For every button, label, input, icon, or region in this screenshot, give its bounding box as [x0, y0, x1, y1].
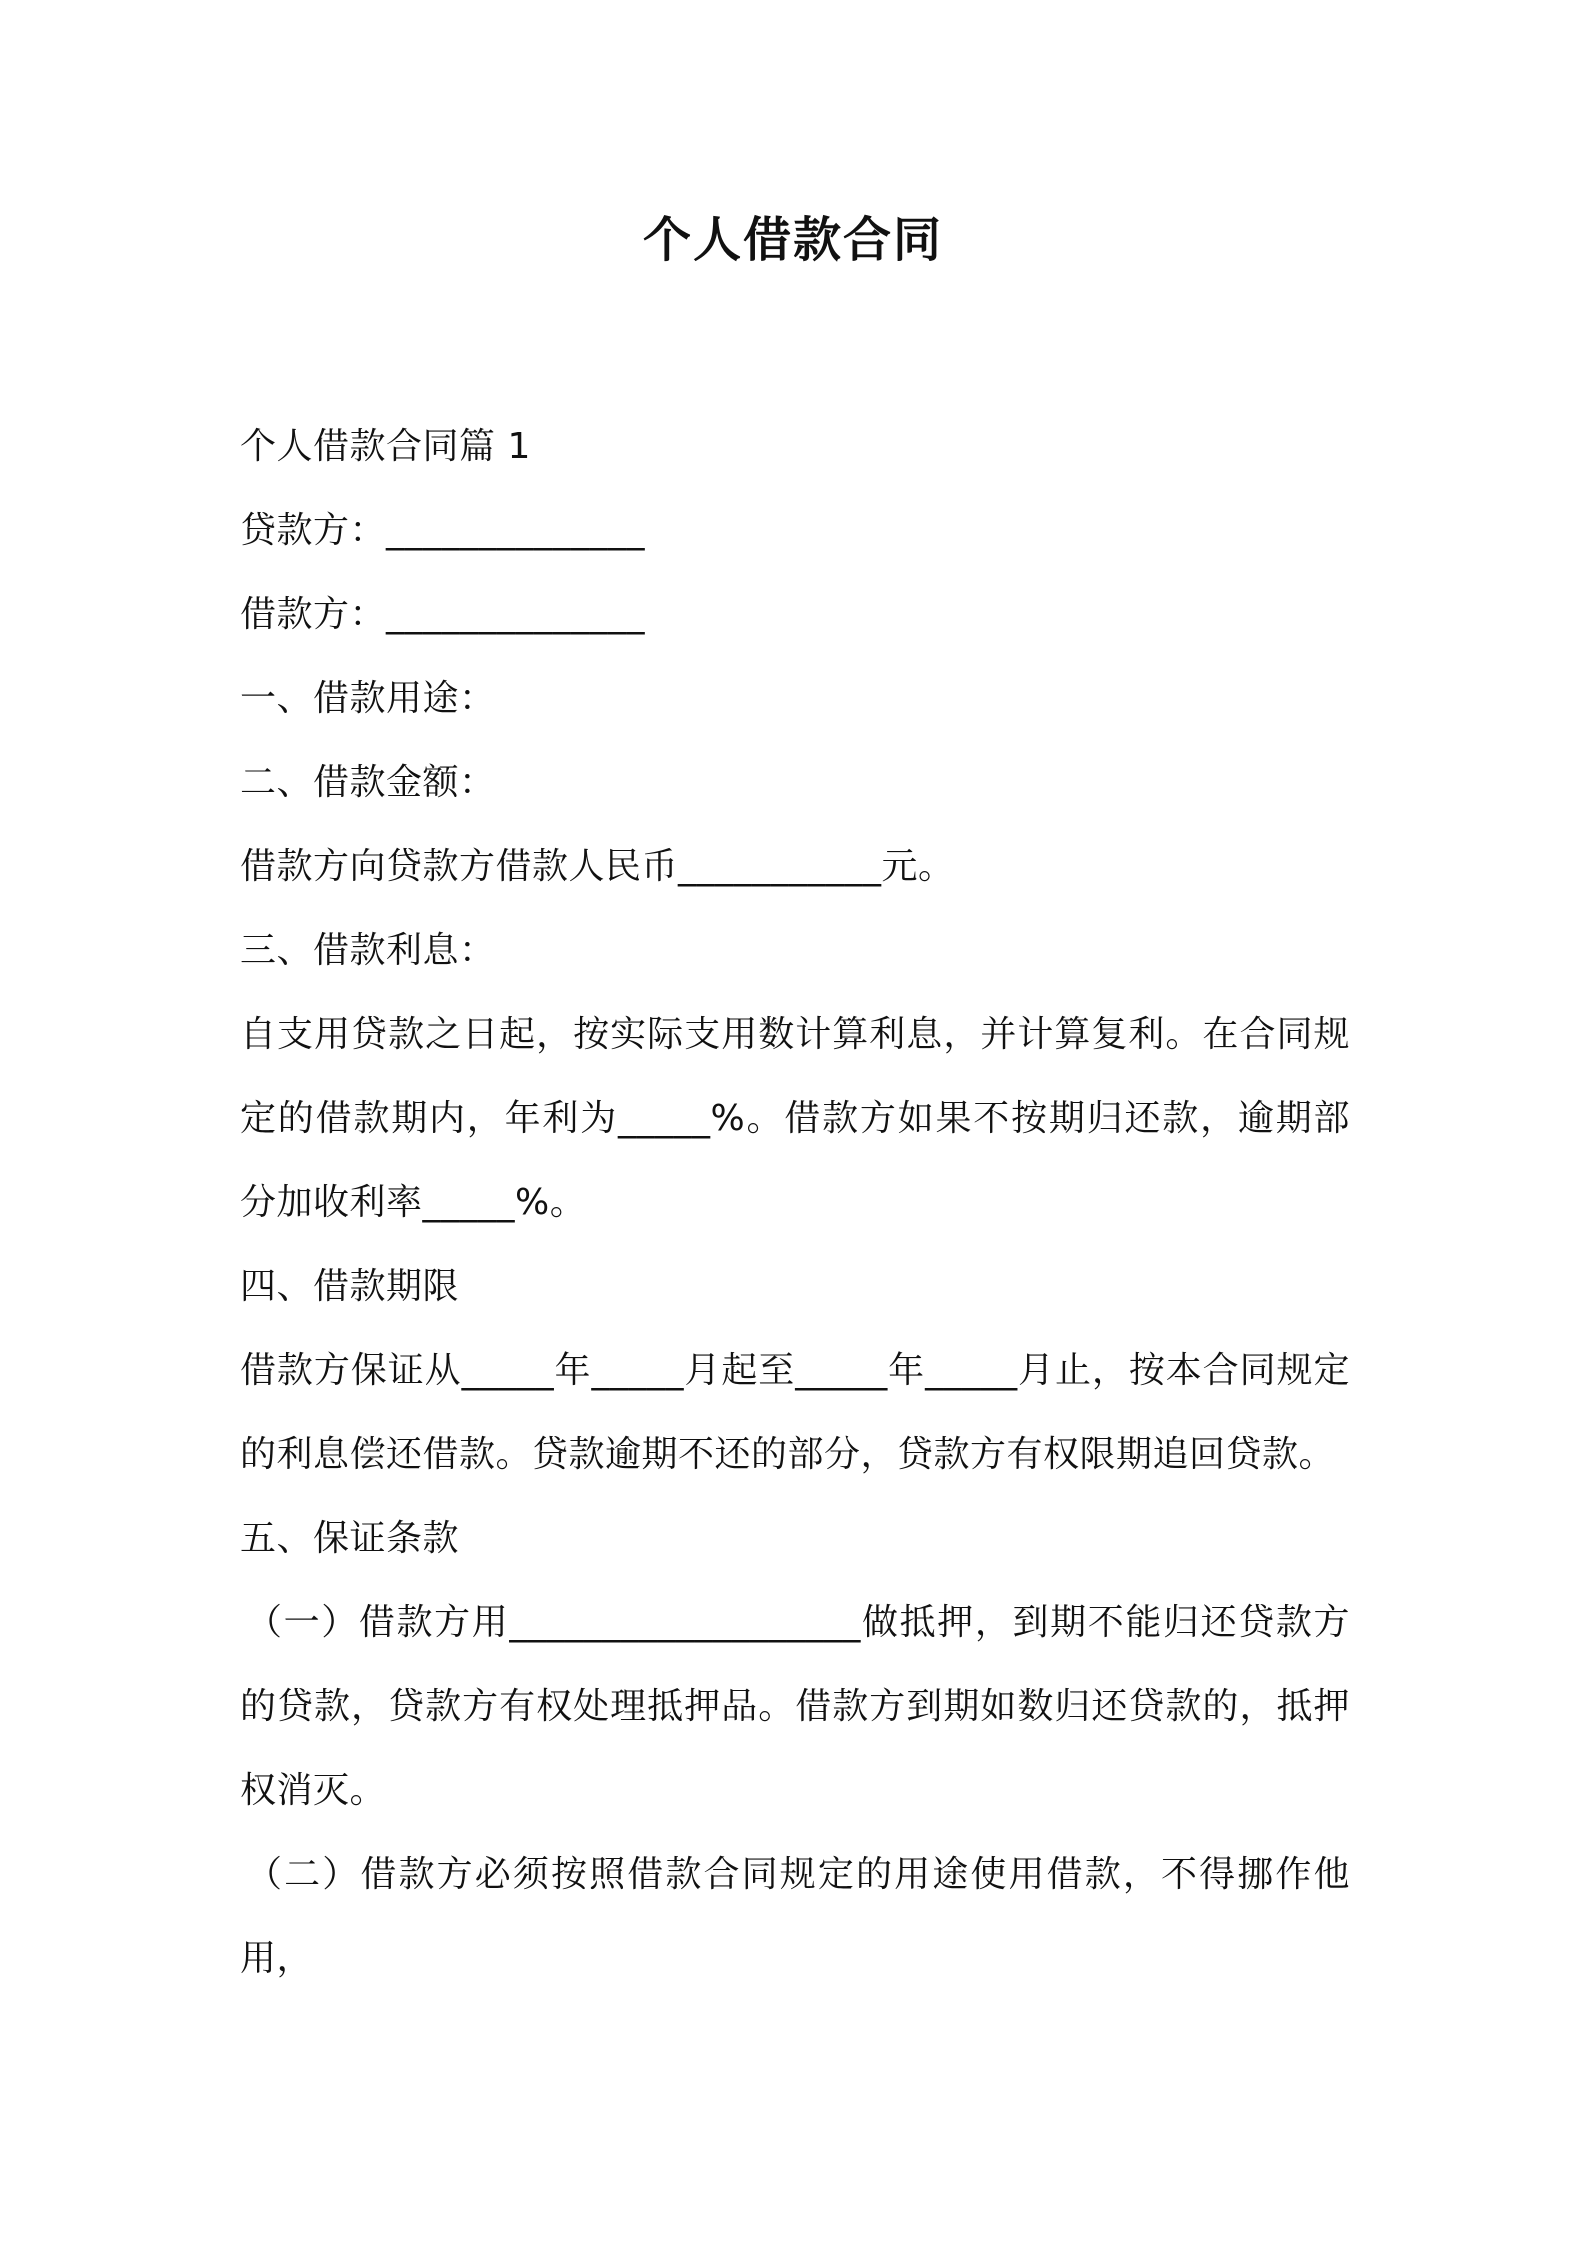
clause-text-amount: 借款方向贷款方借款人民币___________元。 [240, 846, 955, 887]
clause-heading-purpose: 一、借款用途： [240, 678, 496, 719]
clause-text-guarantee-1: （一）借款方用___________________做抵押，到期不能归还贷款方的贷款，贷款方有权处理抵押品。借款方到期如数归还贷款的，抵押权消灭。 [240, 1602, 1350, 1811]
clause-heading-guarantee: 五、保证条款 [240, 1518, 460, 1559]
lender-line: 贷款方：______________ [240, 510, 646, 551]
clause-text-term: 借款方保证从_____年_____月起至_____年_____月止，按本合同规定的利息偿还借款。贷款逾期不还的部分，贷款方有权限期追回贷款。 [240, 1350, 1350, 1475]
borrower-line: 借款方：______________ [240, 594, 646, 635]
document-title: 个人借款合同 [642, 212, 943, 268]
document-body [240, 405, 1350, 2001]
clause-heading-interest: 三、借款利息： [240, 930, 496, 971]
clause-text-guarantee-2: （二）借款方必须按照借款合同规定的用途使用借款，不得挪作他用， [240, 1854, 1350, 1979]
clause-text-interest: 自支用贷款之日起，按实际支用数计算利息，并计算复利。在合同规定的借款期内，年利为_____%。借款方如果不按期归还款，逾期部分加收利率_____%。 [240, 1014, 1350, 1223]
section-heading: 个人借款合同篇 1 [240, 426, 531, 467]
clause-heading-term: 四、借款期限 [240, 1266, 460, 1307]
clause-heading-amount: 二、借款金额： [240, 762, 496, 803]
